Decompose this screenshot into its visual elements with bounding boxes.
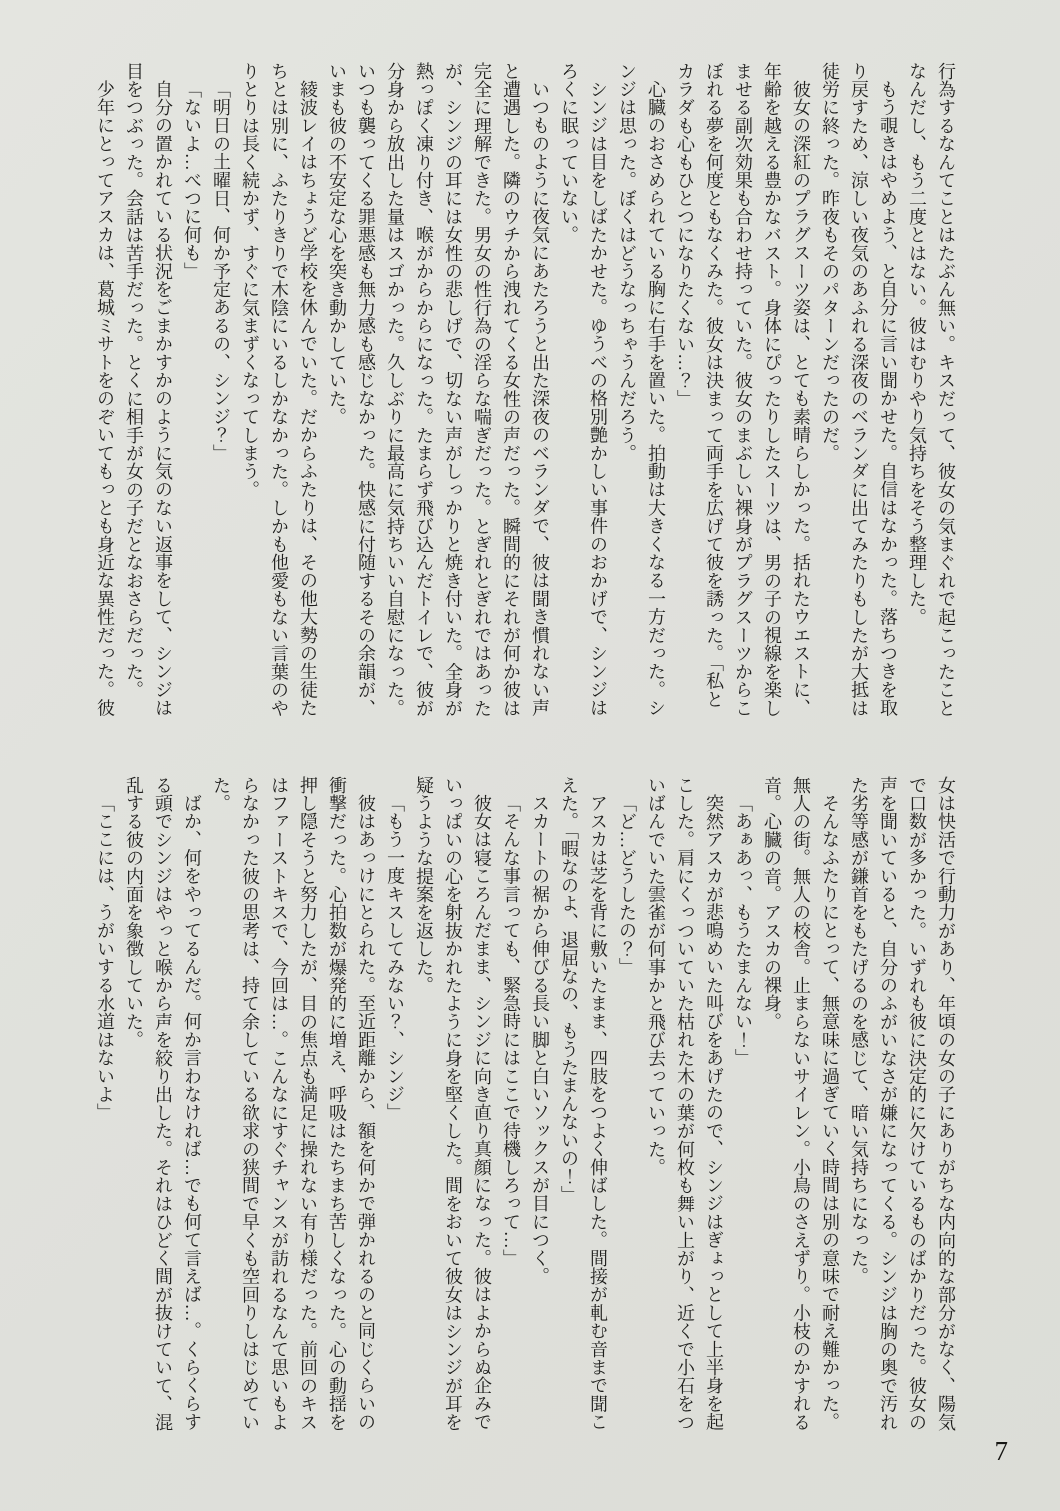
paragraph: 綾波レイはちょうど学校を休んでいた。だからふたりは、その他大勢の生徒たちとは別に、ふたりきりで木陰にいるしかなかった。しかも他愛もない言葉のやりとりは長く続かず、すぐに気まずくなってしまう。 (240, 62, 318, 718)
paragraph: 彼女の深紅のプラグスーツ姿は、とても素晴らしかった。括れたウエストに、年齢を越える豊かなバスト。身体にぴったりしたスーツは、男の子の視線を楽しませる副次効果も合わせ持っていた。彼女のまぶしい裸身がプラグスーツからこぼれる夢を何度ともなくみた。彼女は決まって両手を広げて彼を誘った。「私とカラダも心もひとつになりたくない…？」 (675, 62, 811, 718)
dialogue-line: 「ないよ…べつに何も」 (182, 80, 202, 281)
dialogue-line: 「そんな事言っても、緊急時にはここで待機しろって…」 (501, 794, 521, 1268)
paragraph: いつものように夜気にあたろうと出た深夜のベランダで、彼は聞き慣れない声と遭遇した。隣のウチから洩れてくる女性の声だった。瞬間的にそれが何か彼は完全に理解できた。男女の性行為の淫らな喘ぎだった。とぎれとぎれではあったが、シンジの耳には女性の悲しげで、切ない声がしっかりと焼き付いた。全身が熱っぽく凍り付き、喉がからからになった。たまらず飛び込んだトイレで、彼が分身から放出した量はスゴかった。久しぶりに最高に気持ちいい自慰になった。いつも襲ってくる罪悪感も無力感も感じなかった。快感に付随するその余韻が、いまも彼の不安定な心を突き動かしていた。 (327, 62, 550, 718)
dialogue-line: 「あぁあっ、もうたまんない！」 (733, 794, 753, 1067)
paragraph: 心臓のおさめられている胸に右手を置いた。拍動は大きくなる一方だった。シンジは思った。ぼくはどうなっちゃうんだろう。 (617, 62, 666, 717)
dialogue-line: 「もう一度キスしてみない？、シンジ」 (385, 794, 405, 1122)
paragraph: そんなふたりにとって、無意味に過ぎていく時間は別の意味で耐え難かった。無人の街。無人の校舎。止まらないサイレン。小鳥のさえずり。小枝のかすれる音。心臓の音。アスカの裸身。 (762, 776, 840, 1432)
paragraph: もう覗きはやめよう、と自分に言い聞かせた。自信はなかった。落ちつきを取り戻すため、涼しい夜気のあふれる深夜のベランダに出てみたりもしたが大抵は徒労に終った。昨夜もそのパターンだったのだ。 (820, 62, 898, 718)
paragraph: 行為するなんてことはたぶん無い。キスだって、彼女の気まぐれで起こったことなんだし、もう二度とはない。彼はむりやり気持ちをそう整理した。 (907, 62, 956, 718)
paragraph: ばか、何をやってるんだ。何か言わなければ…でも何て言えば…。くらくらする頭でシンジはやっと喉から声を絞り出した。それはひどく間が抜けていて、混乱する彼の内面を象徴していた。 (124, 776, 202, 1432)
page-number: 7 (994, 1436, 1008, 1466)
dialogue-line: 「ここには、うがいする水道はないよ」 (95, 794, 115, 1122)
paragraph: 突然アスカが悲鳴めいた叫びをあげたので、シンジはぎょっとして上半身を起こした。肩にくっついていた枯れた木の葉が何枚も舞い上がり、近くで小石をついばんでいた雲雀が何事かと飛び去っていった。 (646, 776, 724, 1432)
paragraph: 彼女は寝ころんだまま、シンジに向き直り真顔になった。彼はよからぬ企みでいっぱいの心を射抜かれたように身を堅くした。間をおいて彼女はシンジが耳を疑うような提案を返した。 (414, 776, 492, 1432)
dialogue-line: 「ど…どうしたの？」 (617, 794, 637, 976)
bottom-text-block (90, 776, 960, 1432)
paragraph: アスカは芝を背に敷いたまま、四肢をつよく伸ばした。間接が軋む音まで聞こえた。「暇なのよ、退屈なの、もうたまんないの！」 (559, 776, 608, 1431)
paragraph: 自分の置かれている状況をごまかすかのように気のない返事をして、シンジは目をつぶった。会話は苦手だった。とくに相手が女の子だとなおさらだった。 (124, 62, 173, 717)
paragraph: シンジは目をしばたかせた。ゆうべの格別艶かしい事件のおかげで、シンジはろくに眠っていない。 (559, 62, 608, 717)
dialogue-line: 「明日の土曜日、何か予定あるの、シンジ？」 (211, 80, 231, 463)
paragraph: 少年にとってアスカは、葛城ミサトをのぞいてもっとも身近な異性だった。彼 (95, 80, 115, 717)
paragraph: 彼はあっけにとられた。至近距離から、額を何かで弾かれるのと同じくらいの衝撃だった。心拍数が爆発的に増え、呼吸はたちまち苦しくなった。心の動揺を押し隠そうと努力したが、目の焦点も満足に操れない有り様だった。前回のキスはファーストキスで、今回は…。こんなにすぐチャンスが訪れるなんて思いもよらなかった彼の思考は、持て余している欲求の狭間で早くも空回りしはじめていた。 (211, 776, 376, 1432)
paragraph: 女は快活で行動力があり、年頃の女の子にありがちな内向的な部分がなく、陽気で口数が多かった。いずれも彼に決定的に欠けているものばかりだった。彼女の声を聞いていると、自分のふがいなさが嫌になってくる。シンジは胸の奥で汚れた劣等感が鎌首をもたげるのを感じて、暗い気持ちになった。 (849, 776, 956, 1432)
paragraph: スカートの裾から伸びる長い脚と白いソックスが目につく。 (530, 794, 550, 1286)
top-text-block (90, 62, 960, 718)
